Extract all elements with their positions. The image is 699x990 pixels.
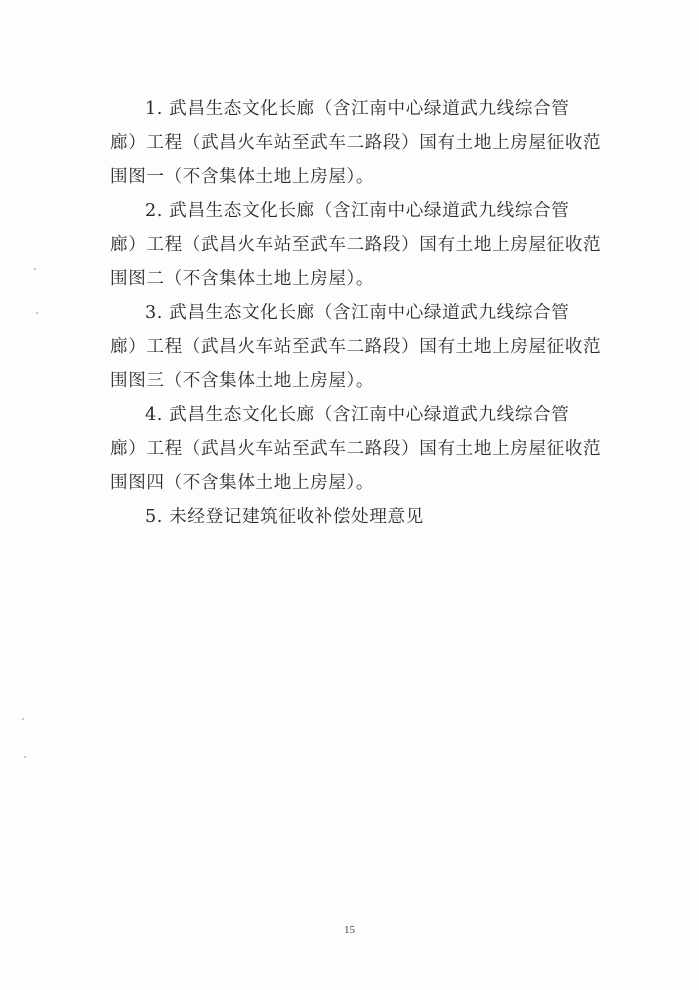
scan-speck (34, 268, 36, 270)
list-item (110, 92, 608, 194)
item-line: 廊）工程（武昌火车站至武车二路段）国有土地上房屋征收范 (110, 439, 602, 459)
item-line: 4. 武昌生态文化长廊（含江南中心绿道武九线综合管 (145, 405, 570, 425)
scan-speck (36, 312, 38, 314)
list-item (110, 296, 608, 398)
list-item (110, 194, 608, 296)
item-line: 围图三（不含集体土地上房屋）。 (110, 371, 375, 391)
item-line: 围图四（不含集体土地上房屋）。 (110, 473, 375, 493)
page-number: 15 (344, 924, 355, 936)
scan-speck (22, 718, 24, 720)
item-line: 3. 武昌生态文化长廊（含江南中心绿道武九线综合管 (145, 303, 570, 323)
item-line: 围图二（不含集体土地上房屋）。 (110, 269, 375, 289)
list-item (110, 500, 608, 534)
scan-speck (24, 756, 26, 758)
item-line: 2. 武昌生态文化长廊（含江南中心绿道武九线综合管 (145, 201, 570, 221)
item-line: 廊）工程（武昌火车站至武车二路段）国有土地上房屋征收范 (110, 133, 602, 153)
list-item (110, 398, 608, 500)
item-line: 廊）工程（武昌火车站至武车二路段）国有土地上房屋征收范 (110, 235, 602, 255)
item-line: 5. 未经登记建筑征收补偿处理意见 (145, 507, 424, 527)
item-line: 1. 武昌生态文化长廊（含江南中心绿道武九线综合管 (145, 99, 570, 119)
attachment-list (110, 92, 608, 534)
item-line: 围图一（不含集体土地上房屋）。 (110, 167, 375, 187)
item-line: 廊）工程（武昌火车站至武车二路段）国有土地上房屋征收范 (110, 337, 602, 357)
